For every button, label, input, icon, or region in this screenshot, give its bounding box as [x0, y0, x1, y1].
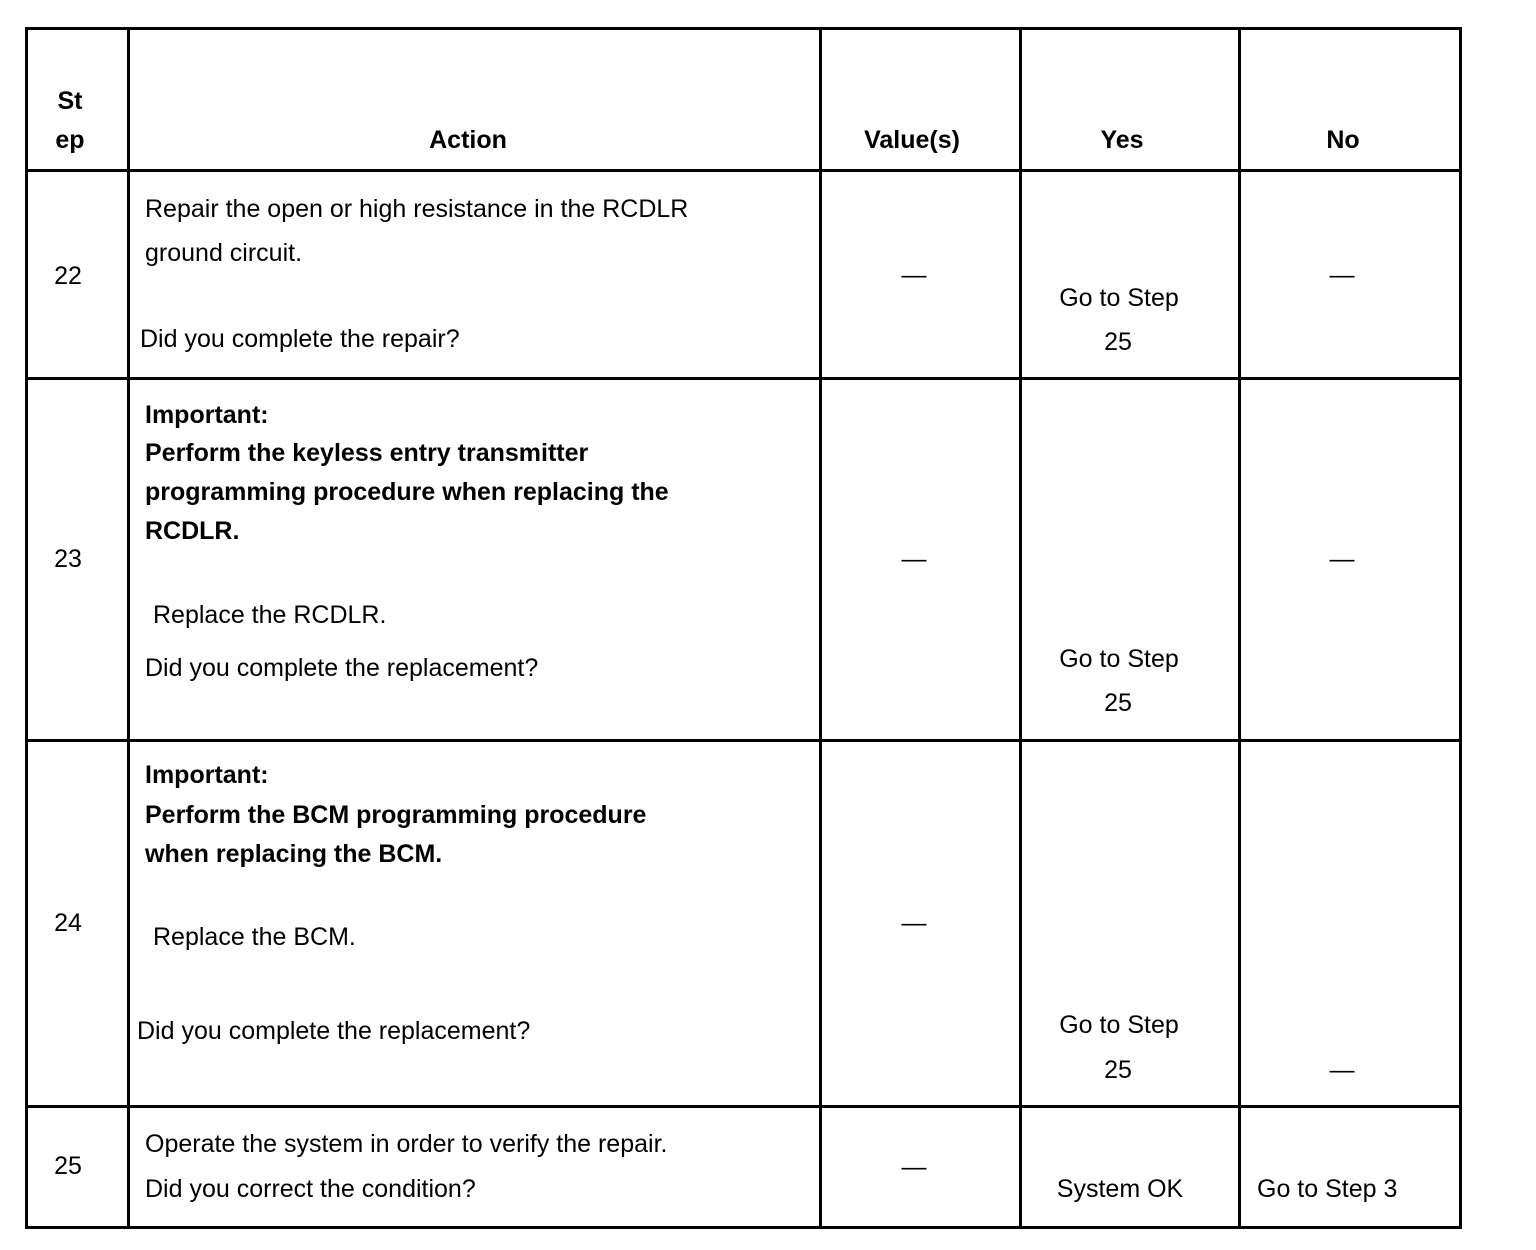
header-action: Action: [429, 126, 507, 154]
yes-goto-line1: Go to Step: [1059, 645, 1179, 673]
step-number-24: 24: [54, 909, 82, 937]
step-number-25: 25: [54, 1152, 82, 1180]
important-label: Important:: [145, 401, 269, 429]
column-divider-yes: [1238, 27, 1241, 1229]
important-note-line: when replacing the BCM.: [145, 840, 443, 868]
action-instruction: Replace the RCDLR.: [153, 601, 387, 629]
no-dash: —: [1329, 545, 1355, 573]
header-values: Value(s): [864, 126, 960, 154]
yes-goto-line2: 25: [1104, 328, 1132, 356]
row-divider-22: [25, 377, 1462, 380]
action-question: Did you complete the replacement?: [145, 654, 539, 682]
table-border-top: [25, 27, 1462, 30]
value-dash: —: [901, 261, 927, 289]
header-step-line2: ep: [55, 126, 85, 154]
table-border-left: [25, 27, 28, 1229]
important-note-line: Perform the BCM programming procedure: [145, 801, 647, 829]
action-line: Operate the system in order to verify the repair.: [145, 1130, 668, 1158]
value-dash: —: [901, 1153, 927, 1181]
step-number-23: 23: [54, 545, 82, 573]
value-dash: —: [901, 545, 927, 573]
table-border-right: [1459, 27, 1462, 1229]
important-label: Important:: [145, 761, 269, 789]
column-divider-action: [819, 27, 822, 1229]
column-divider-values: [1019, 27, 1022, 1229]
header-step-line1: St: [57, 87, 83, 115]
action-instruction: Replace the BCM.: [153, 923, 356, 951]
no-dash: —: [1329, 261, 1355, 289]
step-number-22: 22: [54, 262, 82, 290]
header-no: No: [1326, 126, 1360, 154]
row-divider-24: [25, 1105, 1462, 1108]
action-line: ground circuit.: [145, 239, 303, 267]
value-dash: —: [901, 909, 927, 937]
yes-goto-line2: 25: [1104, 689, 1132, 717]
important-note-line: programming procedure when replacing the: [145, 478, 669, 506]
important-note-line: Perform the keyless entry transmitter: [145, 439, 589, 467]
table-border-bottom: [25, 1226, 1462, 1229]
important-note-line: RCDLR.: [145, 517, 240, 545]
row-divider-23: [25, 739, 1462, 742]
no-goto: Go to Step 3: [1257, 1175, 1398, 1203]
yes-goto-line2: 25: [1104, 1056, 1132, 1084]
header-yes: Yes: [1100, 126, 1144, 154]
action-question: Did you complete the repair?: [140, 325, 460, 353]
action-question: Did you correct the condition?: [145, 1175, 476, 1203]
yes-goto-line1: Go to Step: [1059, 284, 1179, 312]
action-question: Did you complete the replacement?: [137, 1017, 531, 1045]
no-dash: —: [1329, 1056, 1355, 1084]
yes-result: System OK: [1056, 1175, 1184, 1203]
row-divider-header: [25, 169, 1462, 172]
yes-goto-line1: Go to Step: [1059, 1011, 1179, 1039]
column-divider-step: [127, 27, 130, 1229]
action-line: Repair the open or high resistance in the RCDLR: [145, 195, 689, 223]
